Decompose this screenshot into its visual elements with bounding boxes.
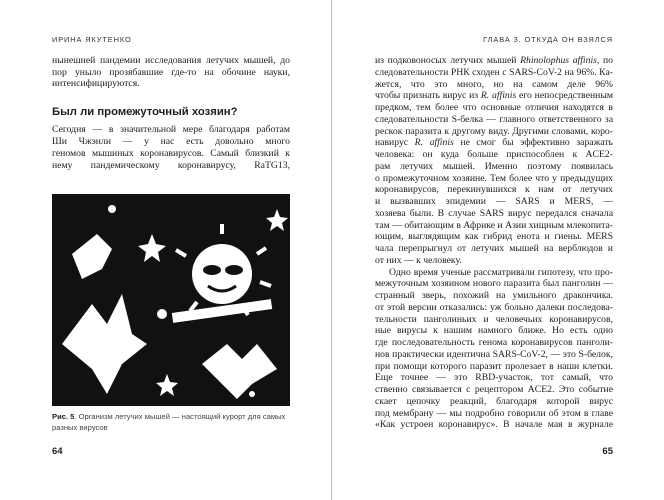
text-segment: Одно время ученые рассматривали гипотезу, что про- (389, 266, 613, 278)
text-segment: рескок паразита к другому виду. Другими словами, коро- (375, 125, 613, 137)
text-line (375, 55, 613, 67)
text-segment: странный зверь, похожий на умильного дракончика. (375, 290, 613, 301)
text-segment: нему пандемическому коронавирусу, RaTG13, (52, 160, 290, 171)
text-line (375, 79, 613, 91)
section-heading: Был ли промежуточный хозяин? (52, 106, 238, 118)
text-line (52, 55, 290, 67)
text-line (375, 314, 613, 326)
italic-text: R. affinis (480, 90, 517, 102)
italic-text: R. affinis (414, 137, 454, 149)
text-segment: его непосредственным (516, 90, 613, 102)
text-line (375, 243, 613, 255)
text-line (375, 349, 613, 361)
text-line (375, 361, 613, 373)
text-segment: предком, тем более что основные отличия находятся в (375, 102, 613, 113)
text-segment: из подковоносых летучих мышей (375, 55, 521, 66)
text-line (52, 160, 290, 172)
figure-caption-text: . Организм летучих мышей — настоящий курорт для самых разных вирусов (52, 412, 286, 432)
text-line (375, 372, 613, 384)
bats-illustration (52, 194, 290, 406)
text-segment: и вызвавших эпидемии — SARS и MERS, — (375, 196, 613, 207)
text-segment: где последовательность генома коронавирусов панголи- (375, 337, 613, 348)
text-line (375, 231, 613, 243)
text-line (375, 196, 613, 208)
text-segment: «Как устроен коронавирус». В начале мая в журнале (375, 419, 613, 431)
text-line (375, 408, 613, 420)
text-line (375, 419, 613, 431)
text-line (375, 114, 613, 126)
text-line (375, 325, 613, 337)
left-page (0, 0, 331, 500)
text-segment: ные вирусы к нашим намного ближе. Но есть одно (375, 325, 613, 337)
page-number-left: 64 (52, 446, 63, 457)
text-segment: нов практически идентична SARS-CoV-2, — это S-белок, (375, 348, 613, 360)
text-segment: чала перепрыгнул от летучих мышей на верблюдов и (375, 243, 613, 254)
text-segment: Ши Чжэнли — у нас есть довольно много (52, 136, 290, 147)
text-segment: следовательности РНК сходен с SARS-CoV-2 на 96%. Ка- (375, 66, 613, 78)
text-line (52, 136, 290, 148)
text-line (375, 384, 613, 396)
text-segment: рам летучих мышей. Именно поэтому появилась (375, 160, 613, 172)
text-line (375, 220, 613, 232)
text-line (52, 124, 290, 136)
text-line (375, 149, 613, 161)
text-line (375, 184, 613, 196)
figure-caption (52, 411, 292, 433)
text-segment: , по (596, 55, 613, 66)
text-segment: там — обитающим в Африке и Азии хищным млекопита- (375, 219, 613, 231)
text-segment: под мембрану — мы подробно говорили об этом в главе (375, 407, 613, 419)
text-segment: не смог бы эффективно заражать (460, 137, 613, 149)
text-segment: геномов мышиных коронавирусов. Самый близкий к (52, 148, 290, 159)
text-segment: жется, что это много, но на самом деле 96% (375, 78, 613, 90)
text-line (52, 148, 290, 160)
text-line (375, 137, 613, 149)
right-page (332, 0, 664, 500)
text-segment: тельности панголиньих и человечьих коронавирусов, (375, 313, 613, 325)
running-head-author: ИРИНА ЯКУТЕНКО (52, 35, 132, 44)
text-line (375, 90, 613, 102)
text-line (375, 337, 613, 349)
text-segment: при помощи которого паразит пролезает в наши клетки. (375, 360, 613, 372)
text-line (52, 78, 290, 90)
text-segment: человека: он куда больше приспособлен к ACE2- (375, 149, 613, 160)
text-line (375, 161, 613, 173)
text-segment: пор уныло прозябавшие где-то на обочине науки, (52, 66, 290, 78)
page-number-right: 65 (602, 446, 613, 457)
text-line (375, 102, 613, 114)
text-segment: скает цепочку реакций, благодаря которой вирус (375, 395, 613, 407)
figure-label: Рис. 5 (52, 412, 75, 421)
italic-text: Rhinolophus affinis (520, 55, 597, 66)
text-line (375, 67, 613, 79)
text-line (375, 290, 613, 302)
text-line (375, 255, 613, 267)
text-segment: коронавирусов, перекинувшихся к нам от летучих (375, 184, 613, 196)
text-segment: чтобы признать вирус из (375, 90, 481, 102)
text-line (375, 208, 613, 220)
text-line (52, 67, 290, 79)
text-segment: Еще точнее — это RBD-участок, тот самый, что (375, 372, 613, 384)
text-segment: от них — к человеку. (375, 254, 462, 266)
text-segment: ющим, выглядящим как гибрид енота и гиены. MERS (375, 231, 613, 243)
text-segment: межуточным хозяином нового паразита был панголин — (375, 278, 613, 290)
text-segment: навирус (375, 137, 415, 149)
text-segment: хозяева были. В случае SARS вирус передался сначала (375, 207, 613, 219)
text-line (375, 267, 613, 279)
text-line (375, 126, 613, 138)
text-line (375, 396, 613, 408)
text-segment: ственно связывается с рецептором ACE2. Это событие (375, 384, 613, 395)
text-segment: от этой версии отказались: уж больно далеки последова- (375, 301, 613, 313)
text-line (375, 278, 613, 290)
text-line (375, 173, 613, 185)
text-segment: о промежуточном хозяине. Тем более что у предыдущих (375, 172, 613, 184)
text-segment: нынешней пандемии исследования летучих мышей, до (52, 55, 290, 66)
text-segment: Сегодня — в значительной мере благодаря работам (52, 124, 290, 135)
text-segment: следовательности S-белка — главного ответственного за (375, 113, 613, 125)
text-segment: интенсифицируются. (52, 78, 140, 89)
text-line (375, 302, 613, 314)
running-head-chapter: ГЛАВА 3. ОТКУДА ОН ВЗЯЛСЯ (483, 35, 613, 44)
